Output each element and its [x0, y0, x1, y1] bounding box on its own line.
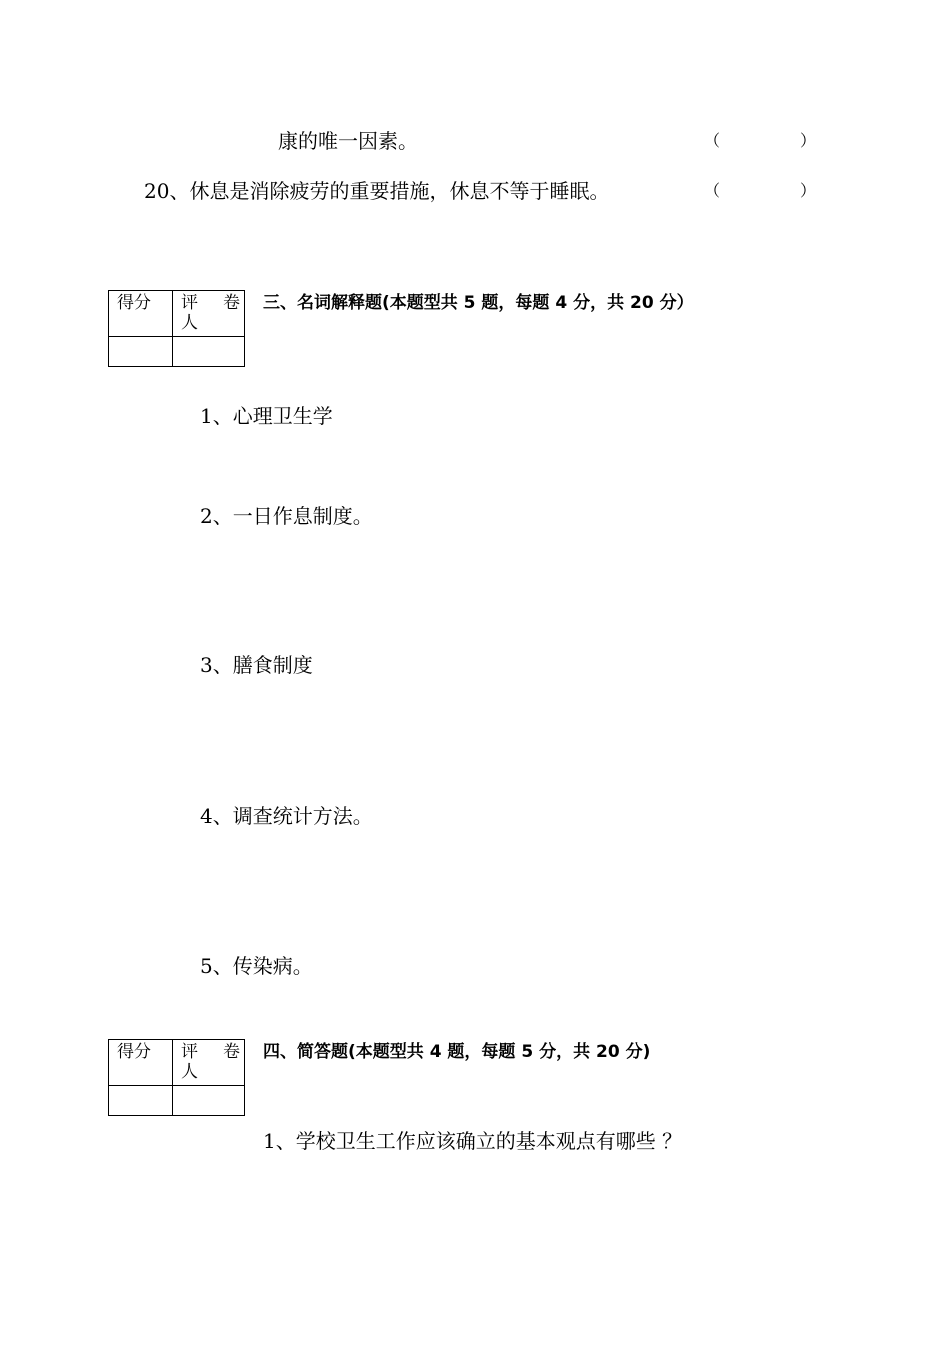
- question-19-continuation: 康的唯一因素。: [278, 129, 418, 153]
- answer-paren-close-19: ）: [800, 131, 817, 150]
- section3-item-1: 1、心理卫生学: [200, 404, 333, 428]
- rater-label-2: 卷: [223, 1042, 240, 1062]
- rater-label-3: 人: [181, 1062, 198, 1082]
- section3-item-4: 4、调查统计方法。: [200, 804, 373, 828]
- rater-label-1: 评: [181, 1042, 198, 1062]
- score-label: 得分: [117, 293, 151, 313]
- answer-paren-close-20: ）: [800, 181, 817, 200]
- rater-label-1: 评: [181, 293, 198, 313]
- score-label-cell: [109, 1040, 173, 1086]
- score-box-section3: [108, 290, 245, 367]
- section3-item-2: 2、一日作息制度。: [200, 504, 373, 528]
- section3-item-5: 5、传染病。: [200, 954, 313, 978]
- score-label-cell: [109, 291, 173, 337]
- answer-paren-open-20: （: [704, 181, 721, 200]
- rater-label-cell: [173, 291, 245, 337]
- section3-title: 三、名词解释题(本题型共 5 题，每题 4 分，共 20 分）: [263, 293, 694, 313]
- rater-entry-cell[interactable]: [173, 337, 245, 367]
- score-entry-cell[interactable]: [109, 337, 173, 367]
- rater-label-2: 卷: [223, 293, 240, 313]
- rater-entry-cell[interactable]: [173, 1086, 245, 1116]
- score-label: 得分: [117, 1042, 151, 1062]
- question-20: 20、休息是消除疲劳的重要措施，休息不等于睡眠。: [144, 179, 610, 203]
- score-box-section4: [108, 1039, 245, 1116]
- section4-title: 四、简答题(本题型共 4 题，每题 5 分，共 20 分): [263, 1042, 651, 1062]
- section4-item-1: 1、学校卫生工作应该确立的基本观点有哪些 ？: [263, 1129, 683, 1153]
- score-entry-cell[interactable]: [109, 1086, 173, 1116]
- rater-label-cell: [173, 1040, 245, 1086]
- section3-item-3: 3、膳食制度: [200, 653, 313, 677]
- answer-paren-open-19: （: [704, 131, 721, 150]
- rater-label-3: 人: [181, 313, 198, 333]
